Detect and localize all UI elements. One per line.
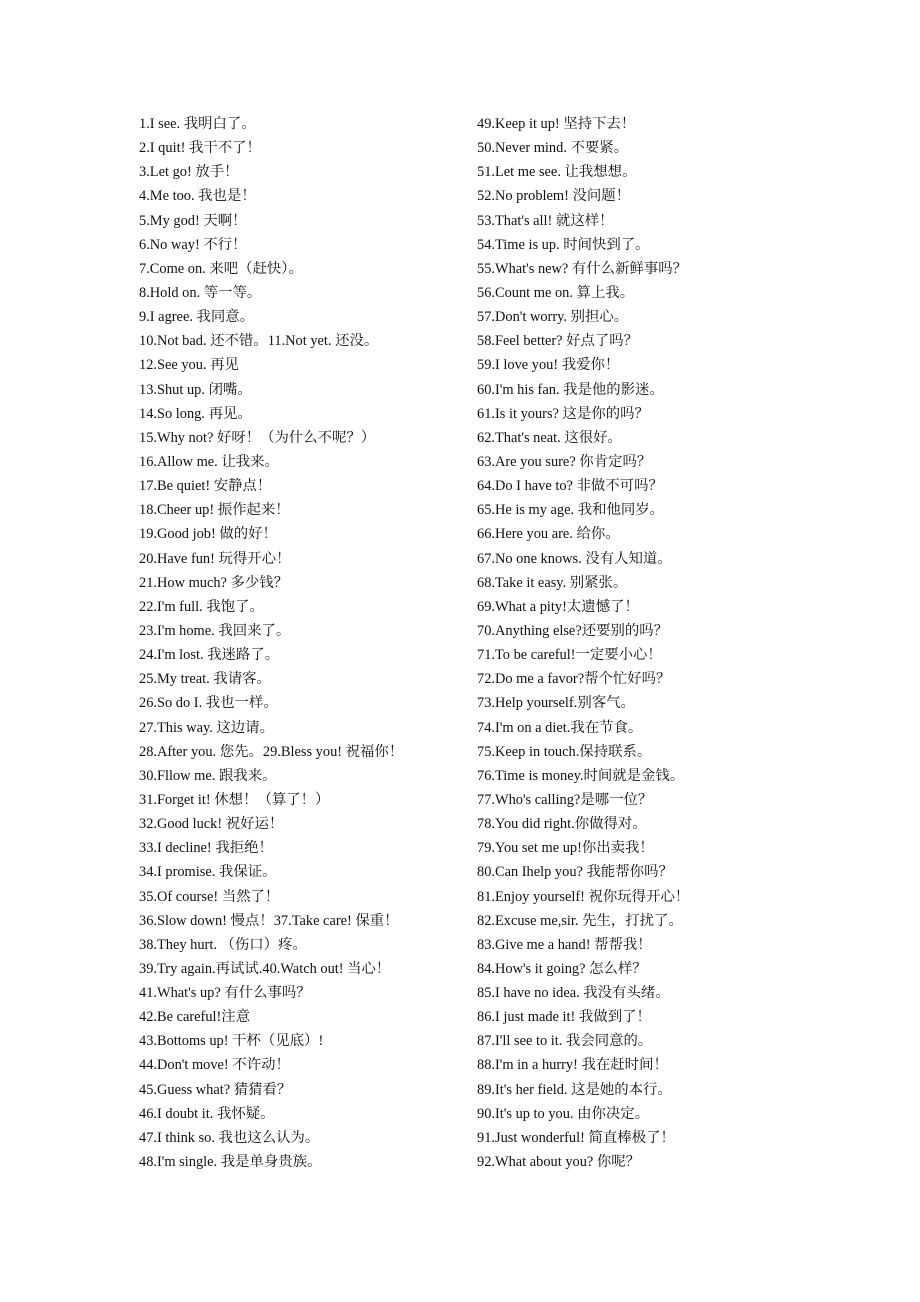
phrase-list-left xyxy=(139,112,469,1174)
phrase-line: 75.Keep in touch.保持联系。 xyxy=(477,743,652,760)
phrase-line: 51.Let me see. 让我想想。 xyxy=(477,164,637,181)
phrase-line: 30.Fllow me. 跟我来。 xyxy=(139,767,277,784)
phrase-line: 76.Time is money.时间就是金钱。 xyxy=(477,767,685,784)
phrase-line: 9.I agree. 我同意。 xyxy=(139,309,255,326)
phrase-line: 46.I doubt it. 我怀疑。 xyxy=(139,1105,275,1122)
phrase-line: 35.Of course! 当然了！ xyxy=(139,888,280,905)
phrase-line: 77.Who's calling?是哪一位？ xyxy=(477,791,653,808)
phrase-line: 71.To be careful!一定要小心！ xyxy=(477,647,662,664)
phrase-line: 63.Are you sure? 你肯定吗？ xyxy=(477,453,652,470)
phrase-line: 81.Enjoy yourself! 祝你玩得开心！ xyxy=(477,888,690,905)
phrase-line: 62.That's neat. 这很好。 xyxy=(477,429,622,446)
phrase-line: 87.I'll see to it. 我会同意的。 xyxy=(477,1033,653,1050)
phrase-line: 17.Be quiet! 安静点！ xyxy=(139,478,272,495)
phrase-line: 79.You set me up!你出卖我！ xyxy=(477,840,654,857)
phrase-line: 4.Me too. 我也是！ xyxy=(139,188,256,205)
phrase-line: 89.It's her field. 这是她的本行。 xyxy=(477,1081,672,1098)
phrase-line: 92.What about you? 你呢？ xyxy=(477,1154,641,1171)
phrase-line: 68.Take it easy. 别紧张。 xyxy=(477,574,628,591)
phrase-line: 85.I have no idea. 我没有头绪。 xyxy=(477,985,670,1002)
phrase-line: 80.Can Ihelp you? 我能帮你吗？ xyxy=(477,864,673,881)
phrase-line: 1.I see. 我明白了。 xyxy=(139,116,256,132)
phrase-line: 36.Slow down! 慢点！37.Take care! 保重！ xyxy=(139,912,399,929)
phrase-line: 38.They hurt. （伤口）疼。 xyxy=(139,936,307,953)
phrase-line: 64.Do I have to? 非做不可吗？ xyxy=(477,478,663,495)
phrase-line: 91.Just wonderful! 简直棒极了！ xyxy=(477,1129,675,1146)
phrase-line: 44.Don't move! 不许动！ xyxy=(139,1057,290,1074)
phrase-line: 32.Good luck! 祝好运！ xyxy=(139,816,284,833)
phrase-line: 60.I'm his fan. 我是他的影迷。 xyxy=(477,381,664,398)
phrase-line: 74.I'm on a diet.我在节食。 xyxy=(477,719,643,736)
phrase-line: 6.No way! 不行！ xyxy=(139,236,247,253)
phrase-line: 34.I promise. 我保证。 xyxy=(139,864,277,881)
phrase-line: 45.Guess what? 猜猜看？ xyxy=(139,1081,292,1098)
phrase-line: 41.What's up? 有什么事吗？ xyxy=(139,985,311,1002)
phrase-line: 72.Do me a favor?帮个忙好吗？ xyxy=(477,671,671,688)
phrase-line: 83.Give me a hand! 帮帮我！ xyxy=(477,936,652,953)
phrase-line: 69.What a pity!太遗憾了！ xyxy=(477,598,639,615)
phrase-line: 86.I just made it! 我做到了！ xyxy=(477,1009,651,1026)
phrase-line: 55.What's new? 有什么新鲜事吗？ xyxy=(477,260,688,277)
phrase-line: 12.See you. 再见 xyxy=(139,357,239,374)
phrase-line: 24.I'm lost. 我迷路了。 xyxy=(139,647,280,664)
phrase-line: 59.I love you! 我爱你！ xyxy=(477,357,620,374)
phrase-line: 13.Shut up. 闭嘴。 xyxy=(139,381,252,398)
phrase-line: 21.How much? 多少钱？ xyxy=(139,574,289,591)
phrase-line: 73.Help yourself.别客气。 xyxy=(477,695,635,712)
phrase-line: 14.So long. 再见。 xyxy=(139,405,252,422)
phrase-line: 58.Feel better? 好点了吗？ xyxy=(477,333,639,350)
phrase-line: 48.I'm single. 我是单身贵族。 xyxy=(139,1154,322,1171)
phrase-line: 22.I'm full. 我饱了。 xyxy=(139,598,264,615)
phrase-line: 20.Have fun! 玩得开心！ xyxy=(139,550,291,567)
phrase-line: 7.Come on. 来吧（赶快）。 xyxy=(139,260,303,277)
phrase-line: 90.It's up to you. 由你决定。 xyxy=(477,1105,650,1122)
phrase-line: 70.Anything else?还要别的吗？ xyxy=(477,622,669,639)
phrase-line: 2.I quit! 我干不了！ xyxy=(139,140,261,157)
phrase-line: 82.Excuse me,sir. 先生，打扰了。 xyxy=(477,912,683,929)
phrase-line: 67.No one knows. 没有人知道。 xyxy=(477,550,672,567)
phrase-line: 23.I'm home. 我回来了。 xyxy=(139,622,291,639)
phrase-line: 15.Why not? 好呀！（为什么不呢？） xyxy=(139,429,376,446)
phrase-line: 28.After you. 您先。29.Bless you! 祝福你！ xyxy=(139,743,404,760)
phrase-line: 27.This way. 这边请。 xyxy=(139,719,274,736)
phrase-line: 25.My treat. 我请客。 xyxy=(139,671,271,688)
phrase-line: 65.He is my age. 我和他同岁。 xyxy=(477,502,665,519)
phrase-line: 18.Cheer up! 振作起来！ xyxy=(139,502,290,519)
phrase-line: 39.Try again.再试试.40.Watch out! 当心！ xyxy=(139,960,391,977)
phrase-line: 3.Let go! 放手！ xyxy=(139,164,239,181)
phrase-line: 56.Count me on. 算上我。 xyxy=(477,284,635,301)
phrase-line: 31.Forget it! 休想！（算了！） xyxy=(139,791,330,808)
phrase-line: 19.Good job! 做的好！ xyxy=(139,526,277,543)
phrase-line: 50.Never mind. 不要紧。 xyxy=(477,140,629,157)
phrase-line: 84.How's it going? 怎么样？ xyxy=(477,960,647,977)
phrase-line: 57.Don't worry. 别担心。 xyxy=(477,309,629,326)
phrase-line: 88.I'm in a hurry! 我在赶时间！ xyxy=(477,1057,668,1074)
phrase-line: 42.Be careful!注意 xyxy=(139,1009,251,1026)
phrase-line: 53.That's all! 就这样！ xyxy=(477,212,614,229)
phrase-line: 61.Is it yours? 这是你的吗？ xyxy=(477,405,649,422)
phrase-line: 66.Here you are. 给你。 xyxy=(477,526,620,543)
phrase-line: 16.Allow me. 让我来。 xyxy=(139,453,279,470)
phrase-line: 47.I think so. 我也这么认为。 xyxy=(139,1129,320,1146)
phrase-line: 52.No problem! 没问题！ xyxy=(477,188,631,205)
phrase-line: 5.My god! 天啊！ xyxy=(139,212,247,229)
phrase-line: 33.I decline! 我拒绝！ xyxy=(139,840,273,857)
phrase-line: 10.Not bad. 还不错。11.Not yet. 还没。 xyxy=(139,333,379,350)
phrase-line: 26.So do I. 我也一样。 xyxy=(139,695,278,712)
phrase-line: 43.Bottoms up! 干杯（见底）! xyxy=(139,1033,324,1050)
phrase-line: 78.You did right.你做得对。 xyxy=(477,816,647,833)
phrase-list-right xyxy=(477,112,737,1174)
phrase-line: 49.Keep it up! 坚持下去！ xyxy=(477,116,636,132)
phrase-line: 54.Time is up. 时间快到了。 xyxy=(477,236,650,253)
phrase-line: 8.Hold on. 等一等。 xyxy=(139,284,262,301)
